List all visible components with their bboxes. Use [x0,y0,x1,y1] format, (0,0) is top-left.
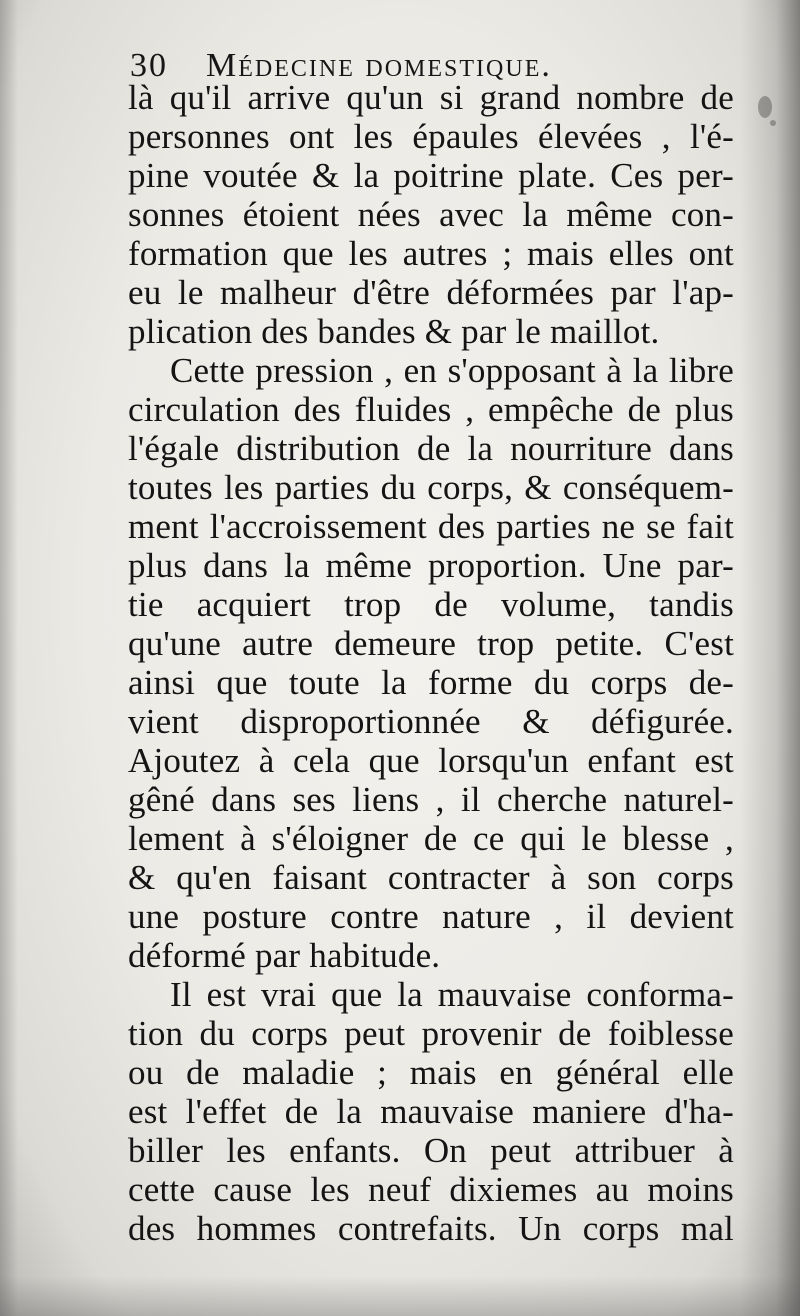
text-line: & qu'en faisant contracter à son corps [128,858,734,897]
text-line: circulation des fluides , empêche de plus [128,390,734,429]
text-line: vient disproportionnée & défigurée. [128,702,734,741]
text-line: Cette pression , en s'opposant à la libre [170,351,734,390]
text-line: personnes ont les épaules élevées , l'é- [128,117,734,156]
text-line: des hommes contrefaits. Un corps mal [128,1209,734,1248]
text-line: plication des bandes & par le maillot. [128,312,660,351]
text-line: est l'effet de la mauvaise maniere d'ha- [128,1092,734,1131]
page-shadow-bottom [0,1276,800,1316]
text-line: ment l'accroissement des parties ne se fait [128,507,734,546]
text-line: sonnes étoient nées avec la même con- [128,195,734,234]
page-shadow-right [740,0,800,1316]
text-line: tie acquiert trop de volume, tandis [128,585,734,624]
text-line: qu'une autre demeure trop petite. C'est [128,624,734,663]
text-line: ou de maladie ; mais en général elle [128,1053,734,1092]
text-line: une posture contre nature , il devient [128,897,734,936]
running-title: Médecine domestique. [206,47,552,84]
text-line: pine voutée & la poitrine plate. Ces per- [128,156,734,195]
text-line: gêné dans ses liens , il cherche naturel- [128,780,734,819]
text-line: cette cause les neuf dixiemes au moins [128,1170,734,1209]
body-text [128,78,734,1248]
text-line: toutes les parties du corps, & conséquem- [128,468,734,507]
text-line: ainsi que toute la forme du corps de- [128,663,734,702]
text-line: eu le malheur d'être déformées par l'ap- [128,273,734,312]
page-number: 30 [130,47,168,84]
text-line: lement à s'éloigner de ce qui le blesse , [128,819,734,858]
text-line: déformé par habitude. [128,936,441,975]
text-line: Ajoutez à cela que lorsqu'un enfant est [128,741,734,780]
ink-spot [770,120,776,126]
text-line: biller les enfants. On peut attribuer à [128,1131,734,1170]
text-line: Il est vrai que la mauvaise conforma- [170,975,734,1014]
text-line: là qu'il arrive qu'un si grand nombre de [128,78,734,117]
text-line: plus dans la même proportion. Une par- [128,546,734,585]
paragraph-3 [128,975,734,1248]
paragraph-2 [128,351,734,975]
paragraph-1 [128,78,734,351]
text-line: l'égale distribution de la nourriture dans [128,429,734,468]
text-line: tion du corps peut provenir de foiblesse [128,1014,734,1053]
text-line: formation que les autres ; mais elles ont [128,234,734,273]
page-shadow-left [0,0,18,1316]
ink-spot [758,96,772,118]
